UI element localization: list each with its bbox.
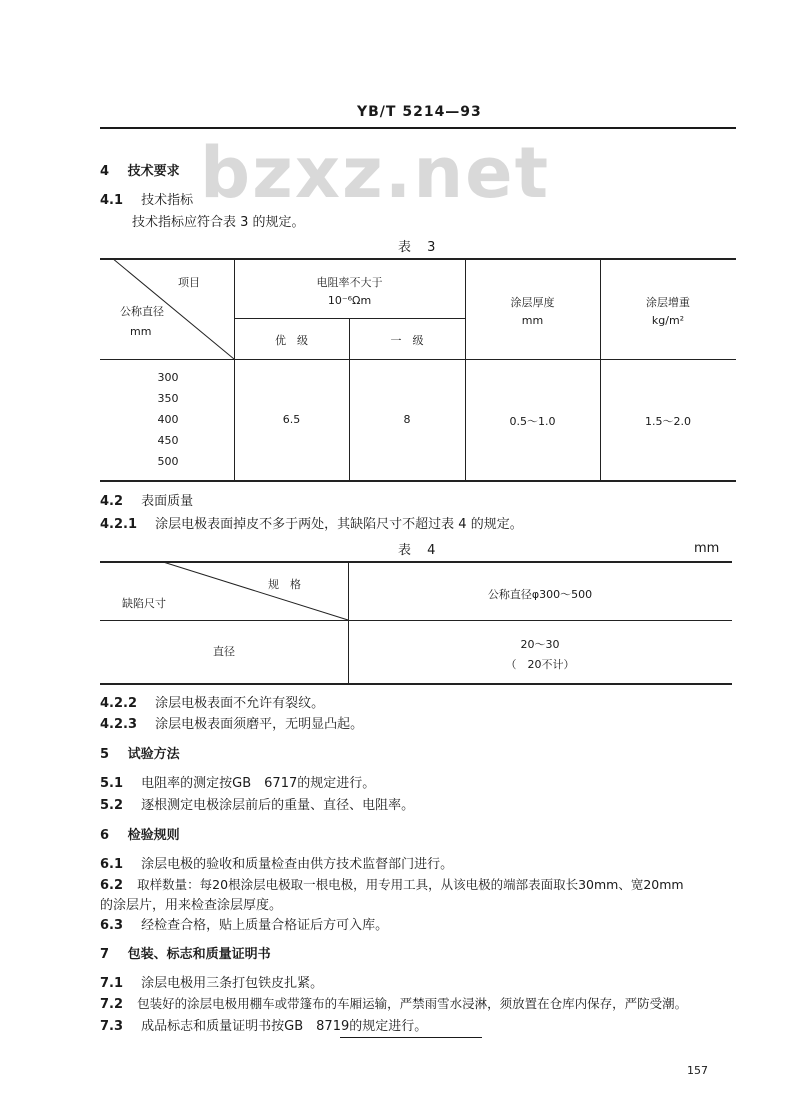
t3-diameter: 350 — [157, 392, 179, 405]
section-6-heading: 6 检验规则 — [100, 828, 180, 843]
t3-corner-top: 项目 — [178, 276, 200, 289]
standard-code-header: YB/T 5214—93 — [357, 104, 482, 120]
section-4-1-heading: 4.1 技术指标 — [100, 193, 194, 208]
t4-row-val-1: 20～30 — [520, 638, 560, 651]
t3-weight-1: 涂层增重 — [646, 296, 690, 309]
t4-corner-top: 规 格 — [268, 578, 301, 591]
section-4-2-1: 4.2.1 涂层电极表面掉皮不多于两处，其缺陷尺寸不超过表 4 的规定。 — [100, 517, 523, 532]
t4-corner-bottom: 缺陷尺寸 — [122, 597, 166, 610]
section-6-2: 6.2 取样数量：每20根涂层电极取一根电极，用专用工具，从该电极的端部表面取长30mm、宽20mm — [100, 877, 684, 893]
section-7-heading: 7 包装、标志和质量证明书 — [100, 947, 271, 962]
section-4-2-2: 4.2.2 涂层电极表面不允许有裂纹。 — [100, 696, 325, 711]
section-6-1: 6.1 涂层电极的验收和质量检查由供方技术监督部门进行。 — [100, 857, 454, 872]
section-7-1: 7.1 涂层电极用三条打包铁皮扎紧。 — [100, 976, 324, 991]
t3-resistivity-1: 电阻率不大于 — [316, 276, 383, 289]
t3-grade-excellent: 优 级 — [275, 334, 308, 347]
section-5-1: 5.1 电阻率的测定按GB 6717的规定进行。 — [100, 776, 376, 791]
table-4-caption: 表 4 — [398, 543, 442, 558]
table-4-unit: mm — [694, 541, 720, 556]
t3-thickness-2: mm — [521, 314, 544, 327]
section-5-2: 5.2 逐根测定电极涂层前后的重量、直径、电阻率。 — [100, 798, 415, 813]
section-6-3: 6.3 经检查合格，贴上质量合格证后方可入库。 — [100, 918, 389, 933]
t3-val-thickness: 0.5～1.0 — [509, 415, 556, 428]
t3-val-excellent: 6.5 — [282, 413, 301, 426]
t3-val-weight: 1.5～2.0 — [645, 415, 691, 428]
t4-row-label: 直径 — [213, 645, 235, 658]
t3-diameter: 500 — [157, 455, 179, 468]
t3-corner-bottom-2: mm — [130, 325, 152, 338]
end-rule — [340, 1037, 482, 1038]
page-number: 157 — [687, 1064, 708, 1077]
t3-thickness-1: 涂层厚度 — [510, 296, 555, 309]
t3-diameter: 300 — [157, 371, 179, 384]
section-5-heading: 5 试验方法 — [100, 747, 180, 762]
section-4-heading: 4 技术要求 — [100, 164, 180, 179]
t4-row-val-2: （ 20不计） — [505, 658, 575, 671]
t3-resistivity-2: 10⁻⁶Ωm — [327, 294, 372, 307]
t3-diameter: 400 — [157, 413, 179, 426]
section-7-2: 7.2 包装好的涂层电极用棚车或带篷布的车厢运输，严禁雨雪水浸淋，须放置在仓库内保存，严防受潮。 — [100, 996, 688, 1012]
section-6-2-cont: 的涂层片，用来检查涂层厚度。 — [100, 898, 283, 913]
section-4-2-3: 4.2.3 涂层电极表面须磨平，无明显凸起。 — [100, 717, 364, 732]
t3-weight-2: kg/m² — [651, 314, 685, 327]
section-7-3: 7.3 成品标志和质量证明书按GB 8719的规定进行。 — [100, 1019, 428, 1034]
t3-grade-first: 一 级 — [390, 334, 424, 347]
table-4-corner-diagonal — [100, 561, 349, 621]
t3-corner-bottom-1: 公称直径 — [120, 305, 164, 318]
table-3-caption: 表 3 — [398, 240, 442, 255]
watermark-text: bzxz.net — [200, 132, 551, 214]
section-4-2-heading: 4.2 表面质量 — [100, 494, 194, 509]
t3-val-first: 8 — [403, 413, 411, 426]
header-rule — [100, 127, 736, 129]
t4-spec: 公称直径φ300～500 — [487, 588, 593, 601]
t3-diameter: 450 — [157, 434, 179, 447]
section-4-1-text: 技术指标应符合表 3 的规定。 — [132, 215, 305, 230]
